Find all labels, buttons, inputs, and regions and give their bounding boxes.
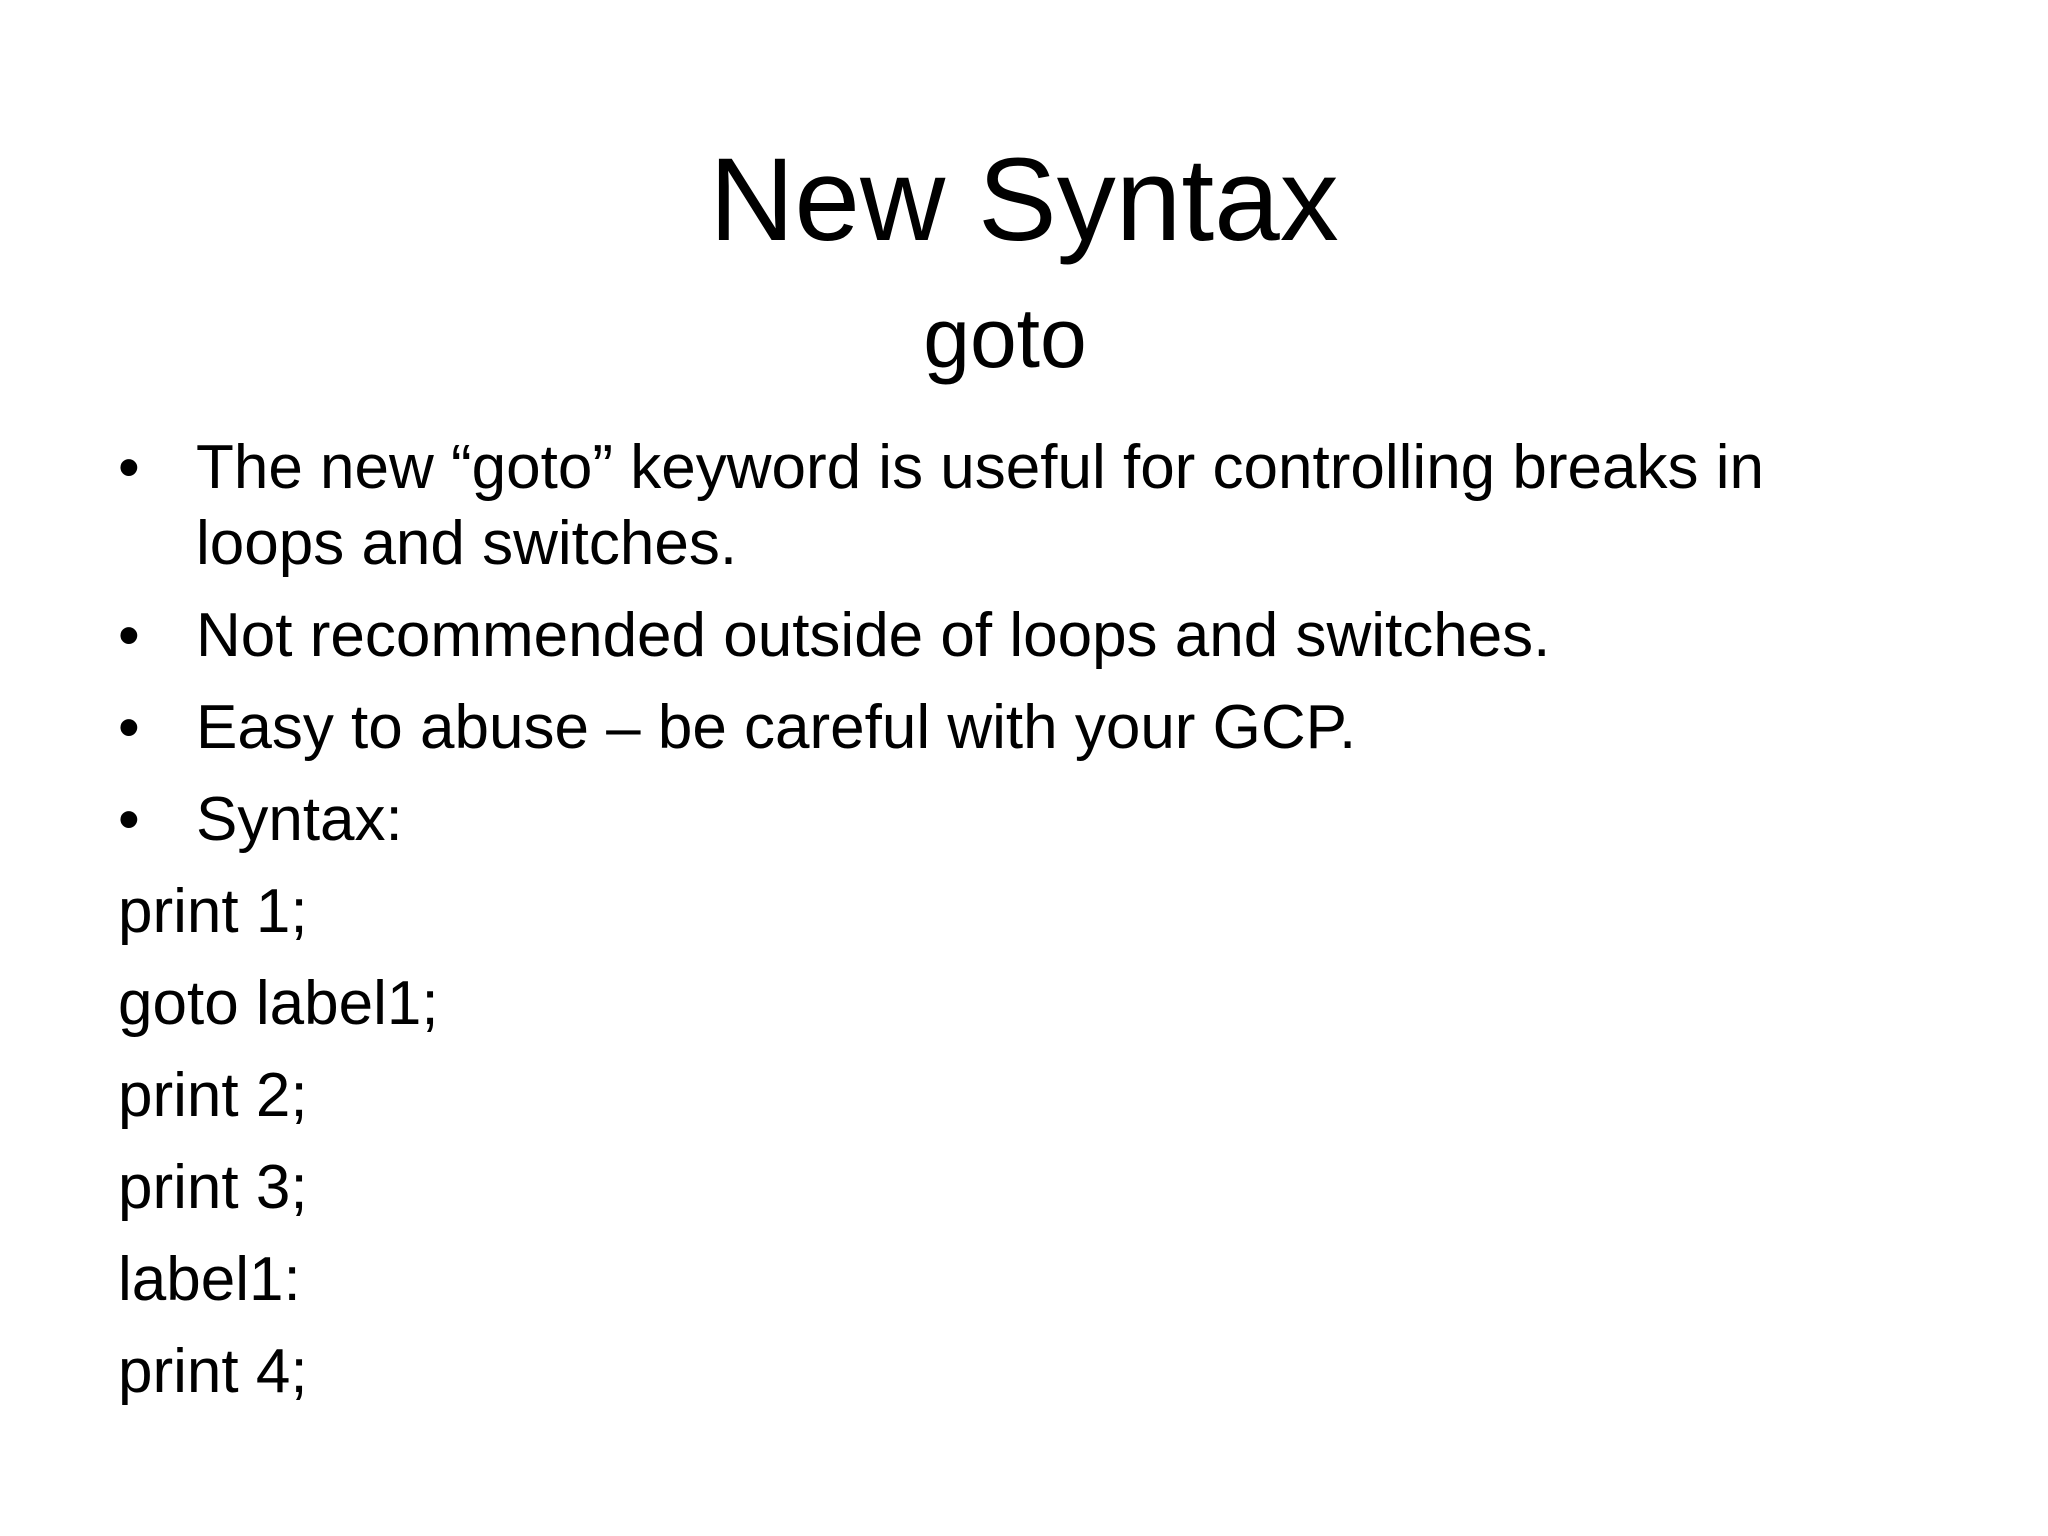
code-line: print 3;: [118, 1153, 308, 1222]
bullet-dot-icon: •: [118, 785, 140, 854]
code-line: print 4;: [118, 1337, 308, 1406]
code-line: print 2;: [118, 1061, 308, 1130]
code-line: label1:: [118, 1245, 301, 1314]
bullet-item: [118, 690, 1918, 766]
code-line: print 1;: [118, 877, 308, 946]
slide-body: [118, 430, 1918, 1426]
bullet-item: [118, 430, 1918, 582]
bullet-dot-icon: •: [118, 433, 140, 502]
bullet-text: Syntax:: [196, 785, 403, 854]
bullet-item: [118, 598, 1918, 674]
code-example: [118, 874, 1918, 1410]
bullet-dot-icon: •: [118, 693, 140, 762]
bullet-item: [118, 782, 1918, 858]
slide-subtitle: goto: [923, 291, 1087, 385]
bullet-text: The new “goto” keyword is useful for controlling breaks in loops and switches.: [196, 433, 1764, 578]
bullet-text: Not recommended outside of loops and switches.: [196, 601, 1551, 670]
bullet-list: [118, 430, 1918, 858]
bullet-dot-icon: •: [118, 601, 140, 670]
bullet-text: Easy to abuse – be careful with your GCP.: [196, 693, 1357, 762]
code-line: goto label1;: [118, 969, 439, 1038]
slide-title: New Syntax: [709, 134, 1339, 266]
